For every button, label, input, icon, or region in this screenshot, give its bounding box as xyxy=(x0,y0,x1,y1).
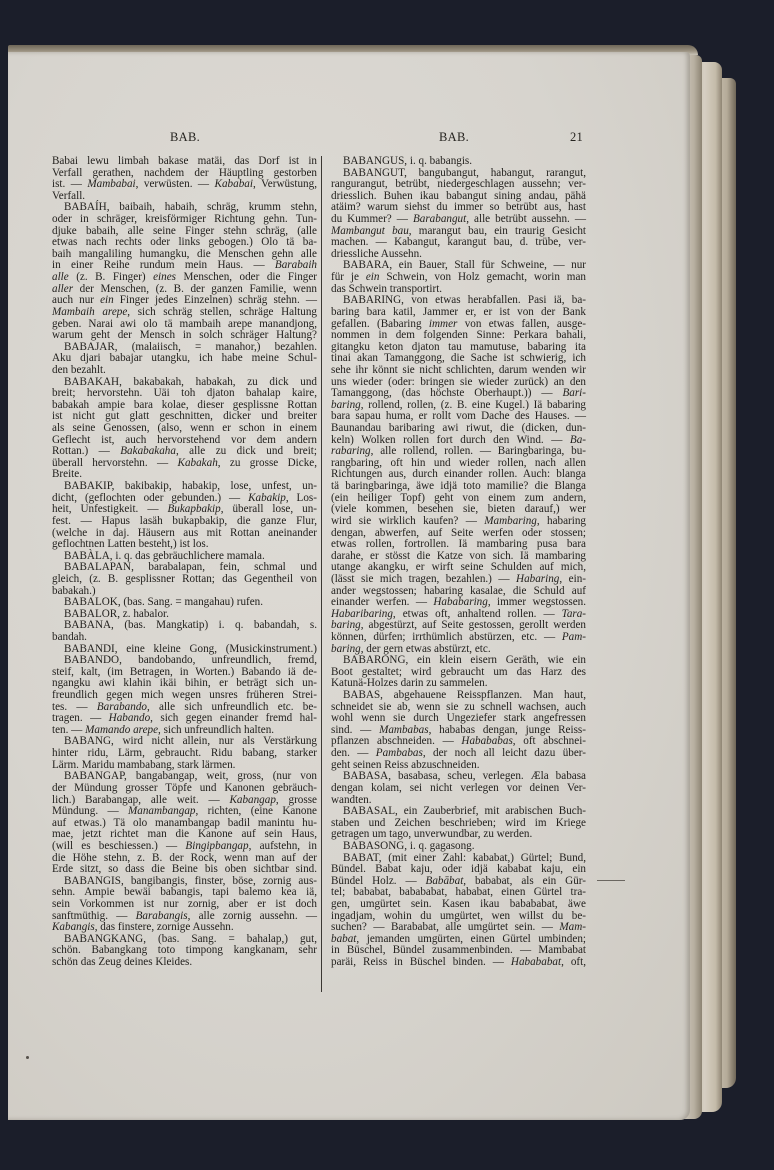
text-line: sehn. Ampie bewäi babangis, tapi balemo kea iä, xyxy=(52,886,317,899)
dictionary-entry-start: BABANGAP, bangabangap, weit, gross, (nur von xyxy=(64,770,317,783)
text-line: schneidet sie ab, wenn sie zu schnell wachsen, auch xyxy=(331,700,586,713)
text-line: tragen. — Habando, sich gegen einander fremd hal- xyxy=(52,712,317,725)
text-line: bara sapau huma, er rollt vom Dache des Hauses. — xyxy=(331,410,586,423)
text-line: freundlich gegen mich wegen unsres früheren Strei- xyxy=(52,689,317,702)
dictionary-entry-start: BABASA, basabasa, scheu, verlegen. Æla babasa xyxy=(343,770,586,783)
text-line: dengan, abwerfen, auf Seite werfen oder stossen; xyxy=(331,526,586,539)
text-line: lich.) Barabangap, alle weit. — Kabangap, grosse xyxy=(52,793,317,806)
text-line: können, dürfen; irrthümlich abstürzen, etc. — Pam- xyxy=(331,630,586,643)
text-line: sind. — Mambabas, hababas dengan, junge Reiss- xyxy=(331,723,586,736)
text-line: sanftmüthig. — Barabangis, alle zornig aussehn. — xyxy=(52,909,317,922)
text-line: uns wieder (oder: bringen sie wieder zurück) an den xyxy=(331,375,586,388)
text-line: warum geht der Mensch in solch schräger Haltung? xyxy=(52,329,317,342)
text-line: baring, der gern etwas abstürzt, etc. xyxy=(331,642,491,655)
text-line: djuke babaih, alle seine Finger stehn schräg, (alle xyxy=(52,224,317,237)
dictionary-entry-start: BABARING, von etwas herabfallen. Pasi iä, ba- xyxy=(343,294,586,307)
text-line: schön. Babangkang toto timpong kangkanam, sehr xyxy=(52,944,317,957)
text-line: sehe ihr könnt sie nicht schlichten, darum wenden wir xyxy=(331,363,586,376)
text-line: ten. — Mamando arepe, sich unfreundlich halten. xyxy=(52,723,275,736)
text-line: Rottan.) — Bakabakaha, alle zu dick und breit; xyxy=(52,445,317,458)
text-line: steif, kalt, (im Betragen, in Worten.) Babando iä de- xyxy=(52,665,317,678)
text-line: baring, abgestürzt, auf Seite gestossen, gerollt werden xyxy=(331,619,586,632)
dictionary-entry-start: BABAJAR, (malaiisch, = manahor,) bezahlen. xyxy=(64,340,317,353)
text-line: tel; bababat, babababat, hababat, einen Gürtel tra- xyxy=(331,886,586,899)
text-line: sein Vorkommen ist nur zornig, aber er ist doch xyxy=(52,898,317,910)
text-line: baih mangaliling humangku, die Menschen gehn alle xyxy=(52,247,317,260)
text-line: Erde sitzt, so dass die Beine bis oben sichtbar sind. xyxy=(52,863,317,876)
text-line: der Mündung grosser Töpfe und Kanonen gebräuch- xyxy=(52,781,317,794)
text-line: rabaring, alle rollend, rollen. — Baringbaringa, bu- xyxy=(331,445,586,458)
dictionary-entry-start: BABAT, (mit einer Zahl: kababat,) Gürtel; Bund, xyxy=(343,851,586,864)
text-line: rangbaring, oft hin und wieder rollen, nach allen xyxy=(331,456,586,469)
text-line: für je ein Schwein, von Holz gemacht, worin man xyxy=(331,271,586,284)
text-line: Aku djari babajar utangku, ich habe meine Schul- xyxy=(52,352,317,365)
text-line: Lärm. Maridu mambabang, stark lärmen. xyxy=(52,758,236,771)
text-line: gefallen. (Babaring immer von etwas fallen, ausge- xyxy=(331,317,586,330)
text-line: heit, Unfestigkeit. — Bukapbakip, überall lose, un- xyxy=(52,503,317,516)
left-column xyxy=(52,156,317,969)
text-line: Katunä-Holzes darin zu sammelen. xyxy=(331,677,488,690)
text-line: wird sie wirklich kaufen? — Mambaring, habaring xyxy=(331,514,587,527)
dictionary-entry-start: BABAKIP, bakibakip, habakip, lose, unfest, un- xyxy=(64,480,317,493)
text-line: Richtungen aus, durch einander rollen. Auch: blanga xyxy=(331,468,586,481)
text-line: geht seinen Reiss abzuschneiden. xyxy=(331,758,480,771)
dictionary-entry-start: BABASONG, i. q. gagasong. xyxy=(343,839,475,852)
margin-pencil-mark xyxy=(597,880,625,881)
text-line: einander werfen. — Hababaring, immer wegstossen. xyxy=(331,596,586,609)
text-line: dicht, (geflochten oder gebunden.) — Kabakip, Los- xyxy=(52,491,317,504)
text-line: rangurangut, betrübt, niedergeschlagen aussehn; ver- xyxy=(331,178,586,191)
text-line: ist nicht gut glatt geschnitten, dicker und breiter xyxy=(52,410,317,423)
text-line: tinai akan Tamanggong, die Sache ist schwierig, ich xyxy=(331,352,586,365)
dictionary-entry-start: BABANGKANG, (bas. Sang. = bahalap,) gut, xyxy=(64,932,317,945)
text-line: geflochtnen Latten besteht,) ist los. xyxy=(52,538,209,551)
text-line: gen, umgürtet sein. Kasen ikau babababat, äwe xyxy=(331,898,586,910)
text-line: darahe, er stösst die Katze von sich. Iä mambaring xyxy=(331,549,586,562)
column-divider xyxy=(321,156,322,992)
dictionary-entry-start: BABANA, (bas. Mangkatip) i. q. babandah, s. xyxy=(64,619,317,632)
text-line: paräi, Reiss in Büschel binden. — Habababat, oft, xyxy=(331,956,586,969)
text-line: Mündung. — Manambangap, richten, (eine Kanone xyxy=(52,805,317,818)
text-line: die Höhe stehn, z. B. der Rock, wenn man auf der xyxy=(52,851,317,864)
text-line: den. — Pambabas, der noch all leicht dazu über- xyxy=(331,747,586,760)
text-line: etwas nach rechts oder links gebogen.) Olo tä ba- xyxy=(52,236,317,249)
text-line: hinter ridu, Lärm, gebraucht. Ridu babang, starker xyxy=(52,747,317,760)
text-line: fest. — Hapus lasäh bukapbakip, die ganze Flur, xyxy=(52,514,317,527)
text-line: babakah ampie bara kolae, dieser gesplissne Rottan xyxy=(52,398,317,411)
text-line: Verfall gerathen, nachdem der Häuptling gestorben xyxy=(52,166,317,179)
dictionary-entry-start: BABANGUS, i. q. babangis. xyxy=(343,155,473,167)
text-line: ist. — Mambabai, verwüsten. — Kababai, Verwüstung, xyxy=(52,178,317,191)
dictionary-entry-start: BABARONG, ein klein eisern Geräth, wie ein xyxy=(343,654,586,667)
text-line: aller der Menschen, (z. B. der ganzen Familie, wenn xyxy=(52,282,317,295)
text-line: baring bara katil, Jammer er, er ist von der Bank xyxy=(331,305,586,318)
text-line: tes. — Barabando, alle sich unfreundlich etc. be- xyxy=(52,700,317,713)
text-line: auf etwas.) Tä olo manambangap badil manintu hu- xyxy=(52,816,317,829)
text-line: (ein heiliger Topf) geht von einem zum andern, xyxy=(331,491,586,504)
text-line: (lässt sie mich tragen, bezahlen.) — Habaring, ein- xyxy=(331,572,586,585)
text-line: ngangku awi klahin ikäi bihin, er beträgt sich un- xyxy=(52,677,317,690)
text-line: gitangku keton djaton tau mamutuse, babaring ita xyxy=(331,340,586,353)
page-number: 21 xyxy=(570,130,584,144)
dictionary-entry-start: BABANDO, bandobando, unfreundlich, fremd, xyxy=(64,654,317,667)
text-line: tä baringbaringa, äwe idjä toto mamilie? die Blanga xyxy=(331,480,586,493)
text-line: Baunandau baribaring awi riwut, die (dicken, dun- xyxy=(331,422,586,435)
dictionary-entry-start: BABARA, ein Bauer, Stall für Schweine, — nur xyxy=(343,259,586,272)
dictionary-entry-start: BABAÍH, baibaih, habaih, schräg, krumm stehn, xyxy=(64,201,317,214)
text-line: bandah. xyxy=(52,630,87,643)
dictionary-entry-start: BABANGIS, bangibangis, finster, böse, zornig aus- xyxy=(64,874,317,887)
dictionary-entry-start: BABANDI, eine kleine Gong, (Musickinstrument.) xyxy=(64,642,317,655)
dictionary-entry-start: BABAKAH, bakabakah, habakah, zu dick und xyxy=(64,375,317,388)
text-line: Geflecht ist, auch hervorstehend vor dem andern xyxy=(52,433,317,446)
dictionary-entry-start: BABAS, abgehauene Reisspflanzen. Man haut, xyxy=(343,689,586,702)
text-line: gleich, (z. B. gesplissner Rottan; das Gegentheil von xyxy=(52,572,317,585)
text-line: driesslich. Buhen ikau babangut sining andau, pähä xyxy=(331,189,586,202)
text-line: in Büschel, Bündel zusammenbinden. — Mambabat xyxy=(331,944,586,957)
text-line: schön das Zeug deines Kleides. xyxy=(52,956,193,969)
text-line: du Kummer? — Barabangut, alle betrübt aussehn. — xyxy=(331,213,586,226)
text-line: Breite. xyxy=(52,468,83,481)
text-line: geben. Narai awi olo tä mambaih arepe manandjong, xyxy=(52,317,317,330)
text-line: Kabangis, das finstere, zornige Aussehn. xyxy=(52,921,234,934)
paper-speck xyxy=(26,1056,29,1059)
dictionary-entry-start: BABALOK, (bas. Sang. = mangahau) rufen. xyxy=(64,596,264,609)
text-line: ingadjam, wohin du umgürtet, wen willst du be- xyxy=(331,909,586,922)
text-line: Bündel. Babat kaju, oder idjä kababat kaju, ein xyxy=(331,863,586,876)
dictionary-entry-start: BABANGUT, bangubangut, habangut, rarangut, xyxy=(343,166,586,179)
text-line: nommen in dem folgenden Sinne: Perkara bahali, xyxy=(331,329,586,342)
text-line: Babai lewu limbah bakase matäi, das Dorf ist in xyxy=(52,155,317,167)
text-line: pflanzen abschneiden. — Habababas, oft abschnei- xyxy=(331,735,586,748)
text-line: Boot gestaltet; wird gebraucht um das Harz des xyxy=(331,665,586,678)
text-line: baring, rollend, rollen, (z. B. eine Kugel.) Iä babaring xyxy=(331,398,586,411)
text-line: atäim? warum siehst du immer so betrübt aus, hast xyxy=(331,201,586,214)
dictionary-entry-start: BABASAL, ein Zauberbrief, mit arabischen Buch- xyxy=(343,805,586,818)
text-line: utange akangku, er wirft seine Schulden auf mich, xyxy=(331,561,586,574)
text-line: das Schwein transportirt. xyxy=(331,282,443,295)
text-line: machen. — Kabangut, karangut bau, d. trübe, ver- xyxy=(331,236,586,249)
text-line: dengan kolam, sei nicht verlegen vor deinen Ver- xyxy=(331,781,586,794)
text-line: getragen um tago, unverwundbar, zu werden. xyxy=(331,828,533,841)
dictionary-entry-start: BABANG, wird nicht allein, nur als Verstärkung xyxy=(64,735,317,748)
text-line: in einer Reihe rundum mein Haus. — Barabaih xyxy=(52,259,317,272)
text-line: keln) Wolken rollen fort durch den Wind. — Ba- xyxy=(331,433,586,446)
text-line: breit; hervorstehn. Uäi toh djaton bahalap kaire, xyxy=(52,387,317,400)
text-line: wandten. xyxy=(331,793,372,806)
running-head-left: BAB. xyxy=(170,130,201,144)
text-line: (will es beschiessen.) — Bingipbangap, aufstehn, in xyxy=(52,839,317,852)
text-line: alle (z. B. Finger) eines Menschen, oder die Finger xyxy=(52,271,317,284)
text-line: etwas rollen, fortrollen. Iä mambaring pusa bara xyxy=(331,538,586,551)
dictionary-entry-start: BABALOR, z. habalor. xyxy=(64,607,169,620)
text-line: (viele kommen, besehen sie, bieten darauf,) wer xyxy=(331,503,586,516)
text-line: staben und Zeichen beschrieben; wird im Kriege xyxy=(331,816,586,829)
dictionary-entry-start: BABÀLA, i. q. das gebräuchlichere mamala. xyxy=(64,549,265,562)
text-line: auch nur ein Finger jedes Einzelnen) schräg stehn. — xyxy=(52,294,317,307)
text-line: ander wegstossen; habaring kasalae, die Schuld auf xyxy=(331,584,586,597)
text-line: Verfall. xyxy=(52,189,86,202)
text-line: wohl wenn sie durch Ungeziefer stark angefressen xyxy=(331,712,586,725)
text-line: oder in schräger, kreisförmiger Richtung gehn. Tun- xyxy=(52,213,317,226)
text-line: Tamanggong, (das höchste Oberhaupt.)) — Bari- xyxy=(331,387,586,400)
text-line: Habaribaring, etwas oft, anhaltend rollen. — Tara- xyxy=(331,607,586,620)
dictionary-entry-start: BABALAPAN, barabalapan, fein, schmal und xyxy=(64,561,317,574)
right-column xyxy=(331,156,586,969)
text-line: überall hervorstehn. — Kabakah, zu grosse Dicke, xyxy=(52,456,317,469)
text-line: suchen? — Barababat, alle umgürtet sein. — Mam- xyxy=(331,921,586,934)
text-line: Mambaih arepe, sich schräg stellen, schräge Haltung xyxy=(52,305,317,318)
text-line: den bezahlt. xyxy=(52,363,106,376)
text-line: (welche in daj. Häusern aus mit Rottan aneinander xyxy=(52,526,317,539)
text-line: als seine Genossen, (also, wenn er schon in einem xyxy=(52,422,317,435)
text-line: Mambangut bau, marangut bau, ein traurig Gesicht xyxy=(331,224,587,237)
text-line: driessliche Aussehn. xyxy=(331,247,422,260)
running-head-right: BAB. xyxy=(439,130,470,144)
text-line: babakah.) xyxy=(52,584,96,597)
text-line: mae, jetzt richtet man die Kanone auf sein Haus, xyxy=(52,828,317,841)
text-line: babat, jemanden umgürten, einen Gürtel umbinden; xyxy=(331,932,586,945)
text-line: Bündel Holz. — Babābat, bababat, als ein Gür- xyxy=(331,874,586,887)
